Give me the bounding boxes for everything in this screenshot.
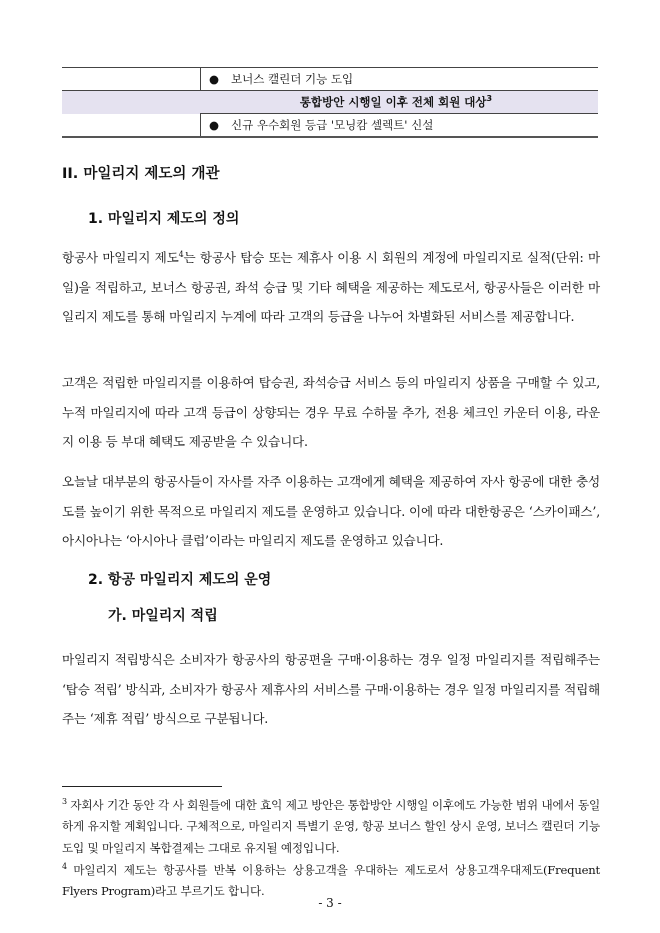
subsection-title-2: 2. 항공 마일리지 제도의 운영 bbox=[88, 572, 272, 588]
bullet-icon: ● bbox=[209, 72, 220, 86]
table-row bbox=[62, 91, 598, 114]
footnote-divider bbox=[62, 786, 222, 787]
footnote-number: 3 bbox=[62, 797, 67, 806]
table-band-header bbox=[62, 91, 598, 114]
footnote-ref: 3 bbox=[486, 94, 493, 104]
table-row bbox=[62, 68, 598, 91]
footnote-number: 4 bbox=[62, 862, 67, 871]
footnote-3 bbox=[62, 791, 600, 859]
paragraph-3: 오늘날 대부분의 항공사들이 자사를 자주 이용하는 고객에게 혜택을 제공하여 자사 항공에 대한 충성도를 높이기 위한 목적으로 마일리지 제도를 운영하고 있습니다. 이에 따라 대한항공은 ‘스카이패스’, 아시아나는 ‘아시아나 클럽’이라는 마일리지 제도를 운영하고 있습니다. bbox=[62, 474, 600, 549]
footnote-ref: 4 bbox=[178, 250, 184, 259]
section-title: II. 마일리지 제도의 개관 bbox=[62, 166, 220, 182]
row-text: 보너스 캘린더 기능 도입 bbox=[231, 72, 354, 86]
text: 항공사 마일리지 제도 bbox=[62, 250, 179, 266]
footnote-text: 마일리지 제도는 항공사를 반복 이용하는 상용고객을 우대하는 제도로서 상용고객우대제도(Frequent Flyers Program)라고 부르기도 합니다. bbox=[62, 862, 600, 899]
benefits-table bbox=[62, 67, 598, 138]
paragraph-2: 고객은 적립한 마일리지를 이용하여 탑승권, 좌석승급 서비스 등의 마일리지 상품을 구매할 수 있고, 누적 마일리지에 따라 고객 등급이 상향되는 경우 무료 수하물 추가, 전용 체크인 카운터 이용, 라운지 이용 등 부대 혜택도 제공받을 수 있습니다. bbox=[62, 375, 600, 450]
table-row bbox=[62, 114, 598, 138]
footnote-text: 자회사 기간 동안 각 사 회원들에 대한 효익 제고 방안은 통합방안 시행일 이후에도 가능한 범위 내에서 동일하게 유지할 계획입니다. 구체적으로, 마일리지 특별기 운영, 항공 보너스 할인 상시 운영, 보너스 캘린더 기능 도입 및 마일리지 복합결제는 그대로 유지될 예정입니다. bbox=[62, 797, 600, 855]
table-cell-empty bbox=[62, 114, 201, 138]
band-text: 통합방안 시행일 이후 전체 회원 대상 bbox=[299, 95, 487, 109]
table-cell bbox=[201, 114, 599, 138]
subsection-title-1: 1. 마일리지 제도의 정의 bbox=[88, 211, 240, 227]
table-cell bbox=[201, 68, 599, 91]
row-text: 신규 우수회원 등급 '모닝캄 셀렉트' 신설 bbox=[231, 118, 434, 132]
table-cell-empty bbox=[62, 68, 201, 91]
bullet-icon: ● bbox=[209, 118, 220, 132]
paragraph-1 bbox=[62, 240, 600, 332]
text: 는 항공사 탑승 또는 제휴사 이용 시 회원의 계정에 마일리지로 실적(단위: 마일)을 적립하고, 보너스 항공권, 좌석 승급 및 기타 혜택을 제공하는 제도로서, 항공사들은 이러한 마일리지 제도를 통해 마일리지 누계에 따라 고객의 등급을 나누어 차별화된 서비스를 제공합니다. bbox=[62, 250, 601, 325]
paragraph-4: 마일리지 적립방식은 소비자가 항공사의 항공편을 구매·이용하는 경우 일정 마일리지를 적립해주는 ‘탑승 적립’ 방식과, 소비자가 항공사 제휴사의 서비스를 구매·이용하는 경우 일정 마일리지를 적립해주는 ‘제휴 적립’ 방식으로 구분됩니다. bbox=[62, 652, 600, 727]
subsubsection-title: 가. 마일리지 적립 bbox=[108, 608, 218, 624]
page-number: - 3 - bbox=[318, 896, 342, 910]
